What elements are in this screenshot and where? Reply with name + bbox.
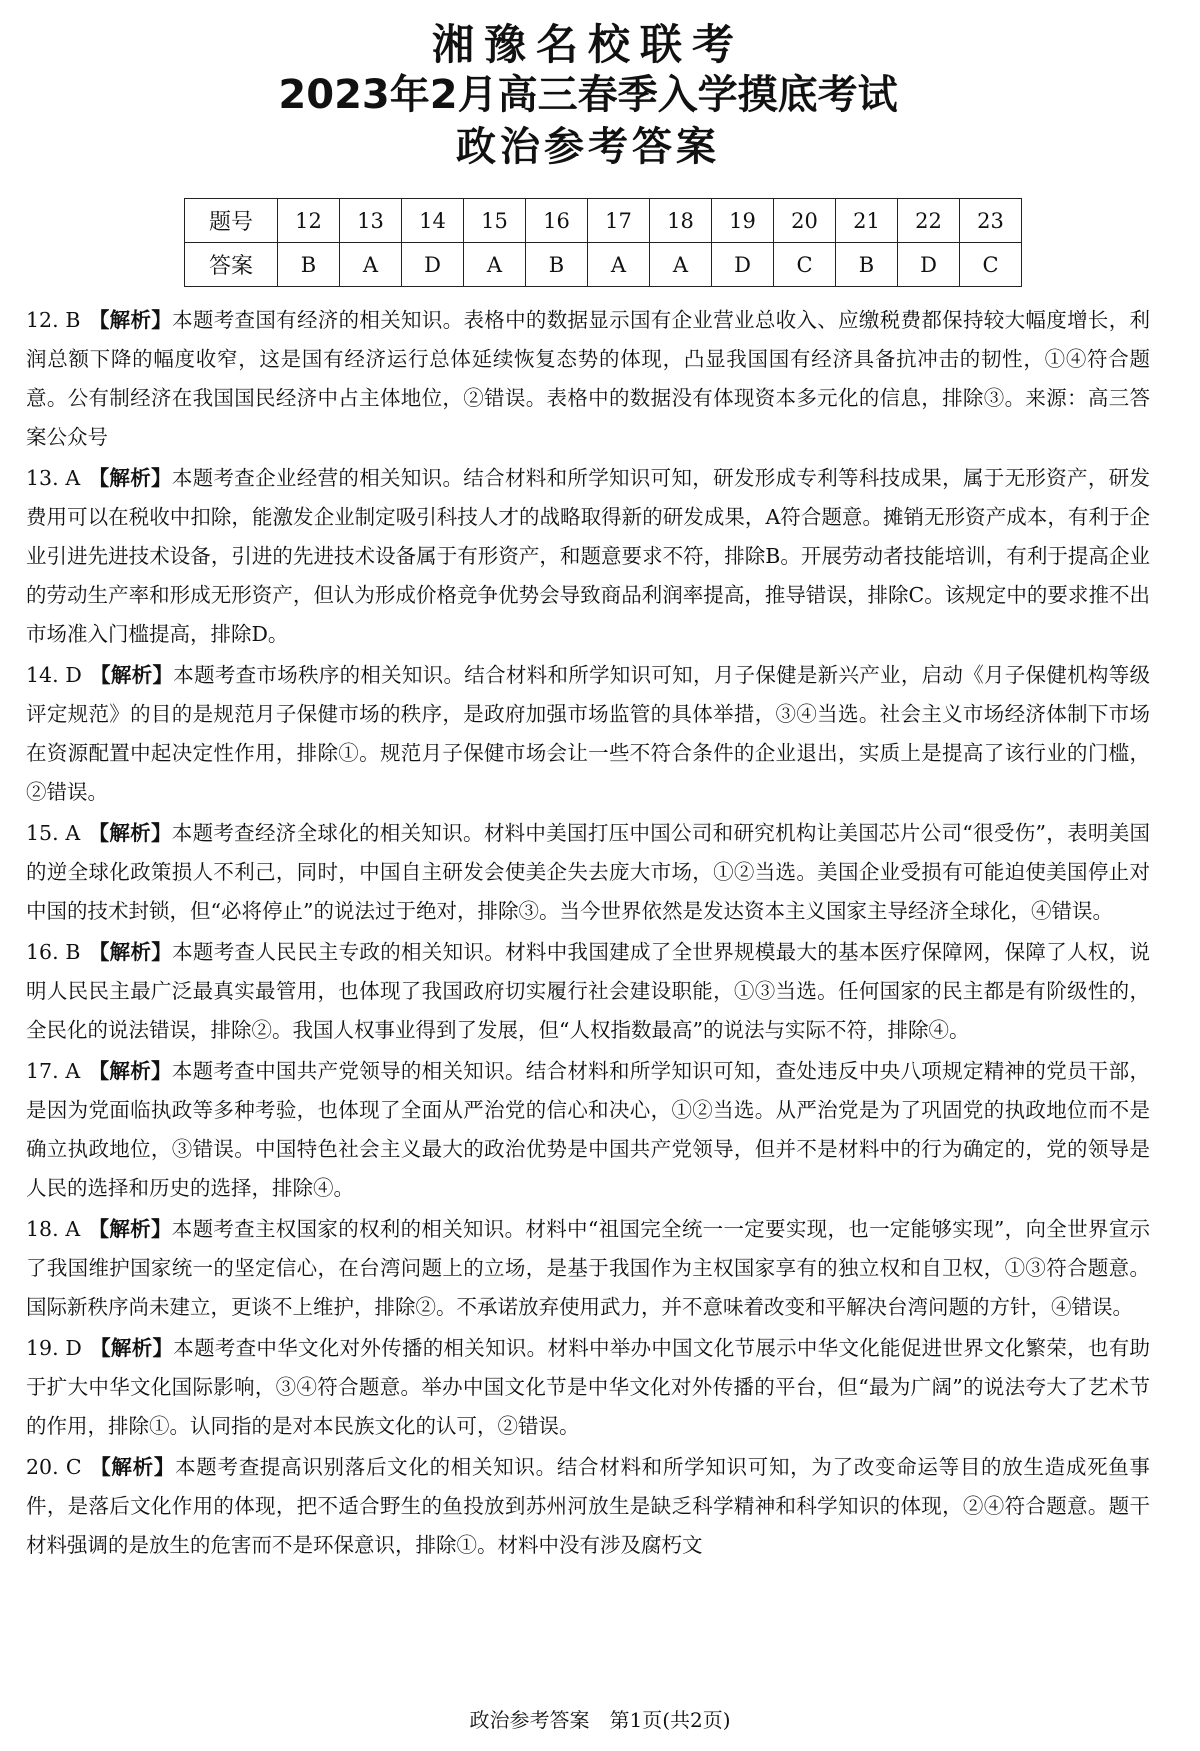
item-number: 18. A <box>26 1217 81 1241</box>
question-number-cell: 12 <box>278 199 340 243</box>
explanation-item <box>26 301 1150 457</box>
answer-cell: A <box>588 243 650 287</box>
analysis-tag: 【解析】 <box>88 1217 172 1241</box>
answer-cell: D <box>402 243 464 287</box>
row-label-answer: 答案 <box>185 243 278 287</box>
answer-cell: B <box>278 243 340 287</box>
answer-cell: C <box>960 243 1022 287</box>
question-number-cell: 13 <box>340 199 402 243</box>
question-number-cell: 20 <box>774 199 836 243</box>
explanations-list <box>26 301 1150 1565</box>
question-number-cell: 18 <box>650 199 712 243</box>
analysis-tag: 【解析】 <box>88 466 172 490</box>
item-number: 17. A <box>26 1059 81 1083</box>
question-number-cell: 23 <box>960 199 1022 243</box>
explanation-item <box>26 1329 1150 1446</box>
item-number: 12. B <box>26 308 81 332</box>
item-number: 19. D <box>26 1336 82 1360</box>
answer-cell: A <box>650 243 712 287</box>
subject-title: 政治参考答案 <box>456 124 720 170</box>
item-number: 20. C <box>26 1455 82 1479</box>
analysis-tag: 【解析】 <box>88 308 173 332</box>
item-text: 本题考查主权国家的权利的相关知识。材料中“祖国完全统一一定要实现，也一定能够实现”，向全世界宣示了我国维护国家统一的坚定信心，在台湾问题上的立场，是基于我国作为主权国家享有的独立权和自卫权，①③符合题意。国际新秩序尚未建立，更谈不上维护，排除②。不承诺放弃使用武力，并不意味着改变和平解决台湾问题的方针，④错误。 <box>26 1217 1150 1319</box>
answer-cell: B <box>526 243 588 287</box>
explanation-item <box>26 656 1150 812</box>
question-number-cell: 15 <box>464 199 526 243</box>
explanation-item <box>26 814 1150 931</box>
item-number: 13. A <box>26 466 81 490</box>
question-number-cell: 21 <box>836 199 898 243</box>
item-text: 本题考查国有经济的相关知识。表格中的数据显示国有企业营业总收入、应缴税费都保持较大幅度增长，利润总额下降的幅度收窄，这是国有经济运行总体延续恢复态势的体现，凸显我国国有经济具备抗冲击的韧性，①④符合题意。公有制经济在我国国民经济中占主体地位，②错误。表格中的数据没有体现资本多元化的信息，排除③。来源：高三答案公众号 <box>26 308 1151 449</box>
answer-cell: B <box>836 243 898 287</box>
item-text: 本题考查人民民主专政的相关知识。材料中我国建成了全世界规模最大的基本医疗保障网，保障了人权，说明人民民主最广泛最真实最管用，也体现了我国政府切实履行社会建设职能，①③当选。任何国家的民主都是有阶级性的，全民化的说法错误，排除②。我国人权事业得到了发展，但“人权指数最高”的说法与实际不符，排除④。 <box>26 940 1151 1042</box>
answer-cell: D <box>712 243 774 287</box>
item-text: 本题考查市场秩序的相关知识。结合材料和所学知识可知，月子保健是新兴产业，启动《月子保健机构等级评定规范》的目的是规范月子保健市场的秩序，是政府加强市场监管的具体举措，③④当选。社会主义市场经济体制下市场在资源配置中起决定性作用，排除①。规范月子保健市场会让一些不符合条件的企业退出，实质上是提高了该行业的门槛，②错误。 <box>26 663 1150 804</box>
answer-table <box>184 198 1022 287</box>
item-text: 本题考查提高识别落后文化的相关知识。结合材料和所学知识可知，为了改变命运等目的放生造成死鱼事件，是落后文化作用的体现，把不适合野生的鱼投放到苏州河放生是缺乏科学精神和科学知识的体现，②④符合题意。题干材料强调的是放生的危害而不是环保意识，排除①。材料中没有涉及腐朽文 <box>26 1455 1151 1557</box>
item-text: 本题考查中华文化对外传播的相关知识。材料中举办中国文化节展示中华文化能促进世界文化繁荣，也有助于扩大中华文化国际影响，③④符合题意。举办中国文化节是中华文化对外传播的平台，但“最为广阔”的说法夸大了艺术节的作用，排除①。认同指的是对本民族文化的认可，②错误。 <box>26 1336 1150 1438</box>
answer-cell: D <box>898 243 960 287</box>
question-number-cell: 14 <box>402 199 464 243</box>
question-number-cell: 17 <box>588 199 650 243</box>
explanation-item <box>26 933 1150 1050</box>
question-number-cell: 16 <box>526 199 588 243</box>
analysis-tag: 【解析】 <box>89 663 174 687</box>
analysis-tag: 【解析】 <box>88 821 172 845</box>
analysis-tag: 【解析】 <box>89 1455 176 1479</box>
page-footer: 政治参考答案 第1页(共2页) <box>469 1708 731 1732</box>
answer-row <box>185 243 1022 287</box>
answer-cell: A <box>340 243 402 287</box>
answer-cell: A <box>464 243 526 287</box>
item-text: 本题考查中国共产党领导的相关知识。结合材料和所学知识可知，查处违反中央八项规定精神的党员干部，是因为党面临执政等多种考验，也体现了全面从严治党的信心和决心，①②当选。从严治党是为了巩固党的执政地位而不是确立执政地位，③错误。中国特色社会主义最大的政治优势是中国共产党领导，但并不是材料中的行为确定的，党的领导是人民的选择和历史的选择，排除④。 <box>26 1059 1150 1200</box>
item-number: 16. B <box>26 940 81 964</box>
question-number-cell: 22 <box>898 199 960 243</box>
question-number-row <box>185 199 1022 243</box>
item-text: 本题考查经济全球化的相关知识。材料中美国打压中国公司和研究机构让美国芯片公司“很受伤”，表明美国的逆全球化政策损人不利己，同时，中国自主研发会使美企失去庞大市场，①②当选。美国企业受损有可能迫使美国停止对中国的技术封锁，但“必将停止”的说法过于绝对，排除③。当今世界依然是发达资本主义国家主导经济全球化，④错误。 <box>26 821 1150 923</box>
explanation-item <box>26 1052 1150 1208</box>
item-number: 15. A <box>26 821 81 845</box>
exam-name-title: 2023年2月高三春季入学摸底考试 <box>278 72 898 118</box>
item-text: 本题考查企业经营的相关知识。结合材料和所学知识可知，研发形成专利等科技成果，属于无形资产，研发费用可以在税收中扣除，能激发企业制定吸引科技人才的战略取得新的研发成果，A符合题意。摊销无形资产成本，有利于企业引进先进技术设备，引进的先进技术设备属于有形资产，和题意要求不符，排除B。开展劳动者技能培训，有利于提高企业的劳动生产率和形成无形资产，但认为形成价格竞争优势会导致商品利润率提高，推导错误，排除C。该规定中的要求推不出市场准入门槛提高，排除D。 <box>26 466 1150 646</box>
answer-cell: C <box>774 243 836 287</box>
question-number-cell: 19 <box>712 199 774 243</box>
analysis-tag: 【解析】 <box>88 1059 172 1083</box>
analysis-tag: 【解析】 <box>88 940 173 964</box>
row-label-question-number: 题号 <box>185 199 278 243</box>
exam-org-title: 湘豫名校联考 <box>431 20 744 69</box>
item-number: 14. D <box>26 663 82 687</box>
analysis-tag: 【解析】 <box>89 1336 174 1360</box>
explanation-item <box>26 1448 1150 1565</box>
explanation-item <box>26 459 1150 654</box>
explanation-item <box>26 1210 1150 1327</box>
